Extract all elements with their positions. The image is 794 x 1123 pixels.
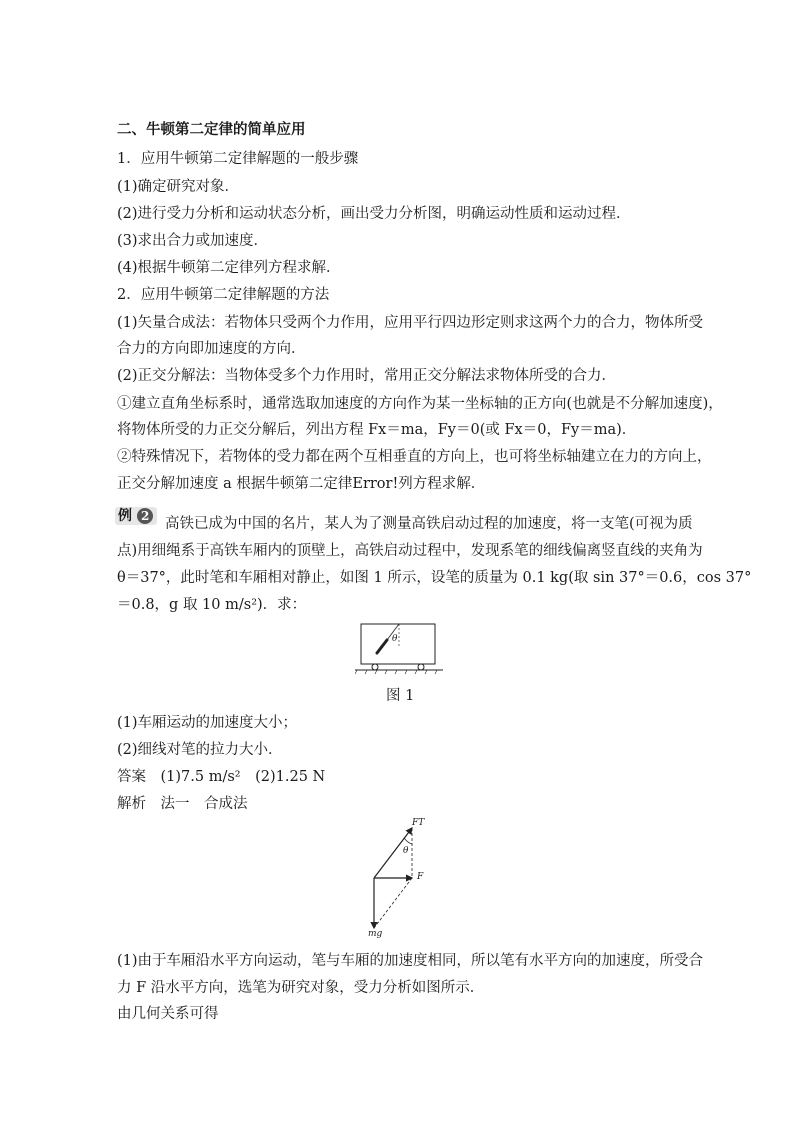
figure-2-label-ft: FT (412, 818, 425, 828)
method-1-line-1: (1)矢量合成法：若物体只受两个力作用，应用平行四边形定则求这两个力的合力，物体所受 (117, 315, 704, 331)
figure-2-label-mg: mg (368, 929, 383, 939)
case-1-line-1: ①建立直角坐标系时，通常选取加速度的方向作为某一坐标轴的正方向(也就是不分解加速度)， (117, 396, 723, 412)
example-badge (115, 506, 157, 526)
figure-2-label-f: F (417, 872, 424, 882)
figure-1-caption: 图 1 (386, 688, 415, 704)
part-2: (2)细线对笔的拉力大小． (117, 742, 283, 758)
question-line-3: θ＝37°，此时笔和车厢相对静止，如图 1 所示，设笔的质量为 0.1 kg(取 sin 37°＝0.6，cos 37° (117, 570, 752, 586)
question-line-4: ＝0.8，g 取 10 m/s²)．求： (117, 597, 307, 613)
question-line-2: 点)用细绳系于高铁车厢内的顶壁上，高铁启动过程中，发现系笔的细线偏离竖直线的夹角为 (117, 543, 703, 559)
example-badge-label: 例 (118, 508, 132, 524)
figure-1-theta: θ (392, 634, 398, 644)
case-2-line-1: ②特殊情况下，若物体的受力都在两个互相垂直的方向上，也可将坐标轴建立在力的方向上， (117, 449, 712, 465)
heading-methods: 2．应用牛顿第二定律解题的方法 (117, 287, 330, 303)
case-2-line-2: 正交分解加速度 a 根据牛顿第二定律Error!列方程求解． (117, 476, 486, 492)
method-2: (2)正交分解法：当物体受多个力作用时，常用正交分解法求物体所受的合力． (117, 368, 617, 384)
method-1-line-2: 合力的方向即加速度的方向． (117, 341, 306, 357)
step-2: (2)进行受力分析和运动状态分析，画出受力分析图，明确运动性质和运动过程． (117, 206, 631, 222)
figure-2-label-theta: θ (403, 846, 409, 856)
heading-steps: 1．应用牛顿第二定律解题的一般步骤 (117, 151, 359, 167)
example-badge-number: 2 (141, 509, 150, 523)
explanation-line-3: 由几何关系可得 (117, 1006, 219, 1022)
analysis-heading: 解析 法一 合成法 (117, 796, 248, 812)
step-4: (4)根据牛顿第二定律列方程求解． (117, 260, 341, 276)
case-1-line-2: 将物体所受的力正交分解后，列出方程 Fx＝ma，Fy＝0(或 Fx＝0，Fy＝ma)． (117, 422, 637, 438)
figure-1-train-car (355, 622, 445, 676)
part-1: (1)车厢运动的加速度大小； (117, 715, 298, 731)
figure-2-force-diagram (360, 818, 440, 942)
explanation-line-2: 力 F 沿水平方向，选笔为研究对象，受力分析如图所示． (117, 980, 485, 996)
question-line-1: 高铁已成为中国的名片，某人为了测量高铁启动过程的加速度，将一支笔(可视为质 (165, 516, 693, 532)
section-title: 二、牛顿第二定律的简单应用 (117, 121, 306, 138)
answer: 答案 (1)7.5 m/s² (2)1.25 N (117, 769, 326, 785)
step-3: (3)求出合力或加速度． (117, 233, 269, 249)
step-1: (1)确定研究对象． (117, 179, 240, 195)
explanation-line-1: (1)由于车厢沿水平方向运动，笔与车厢的加速度相同，所以笔有水平方向的加速度，所受合 (117, 953, 704, 969)
